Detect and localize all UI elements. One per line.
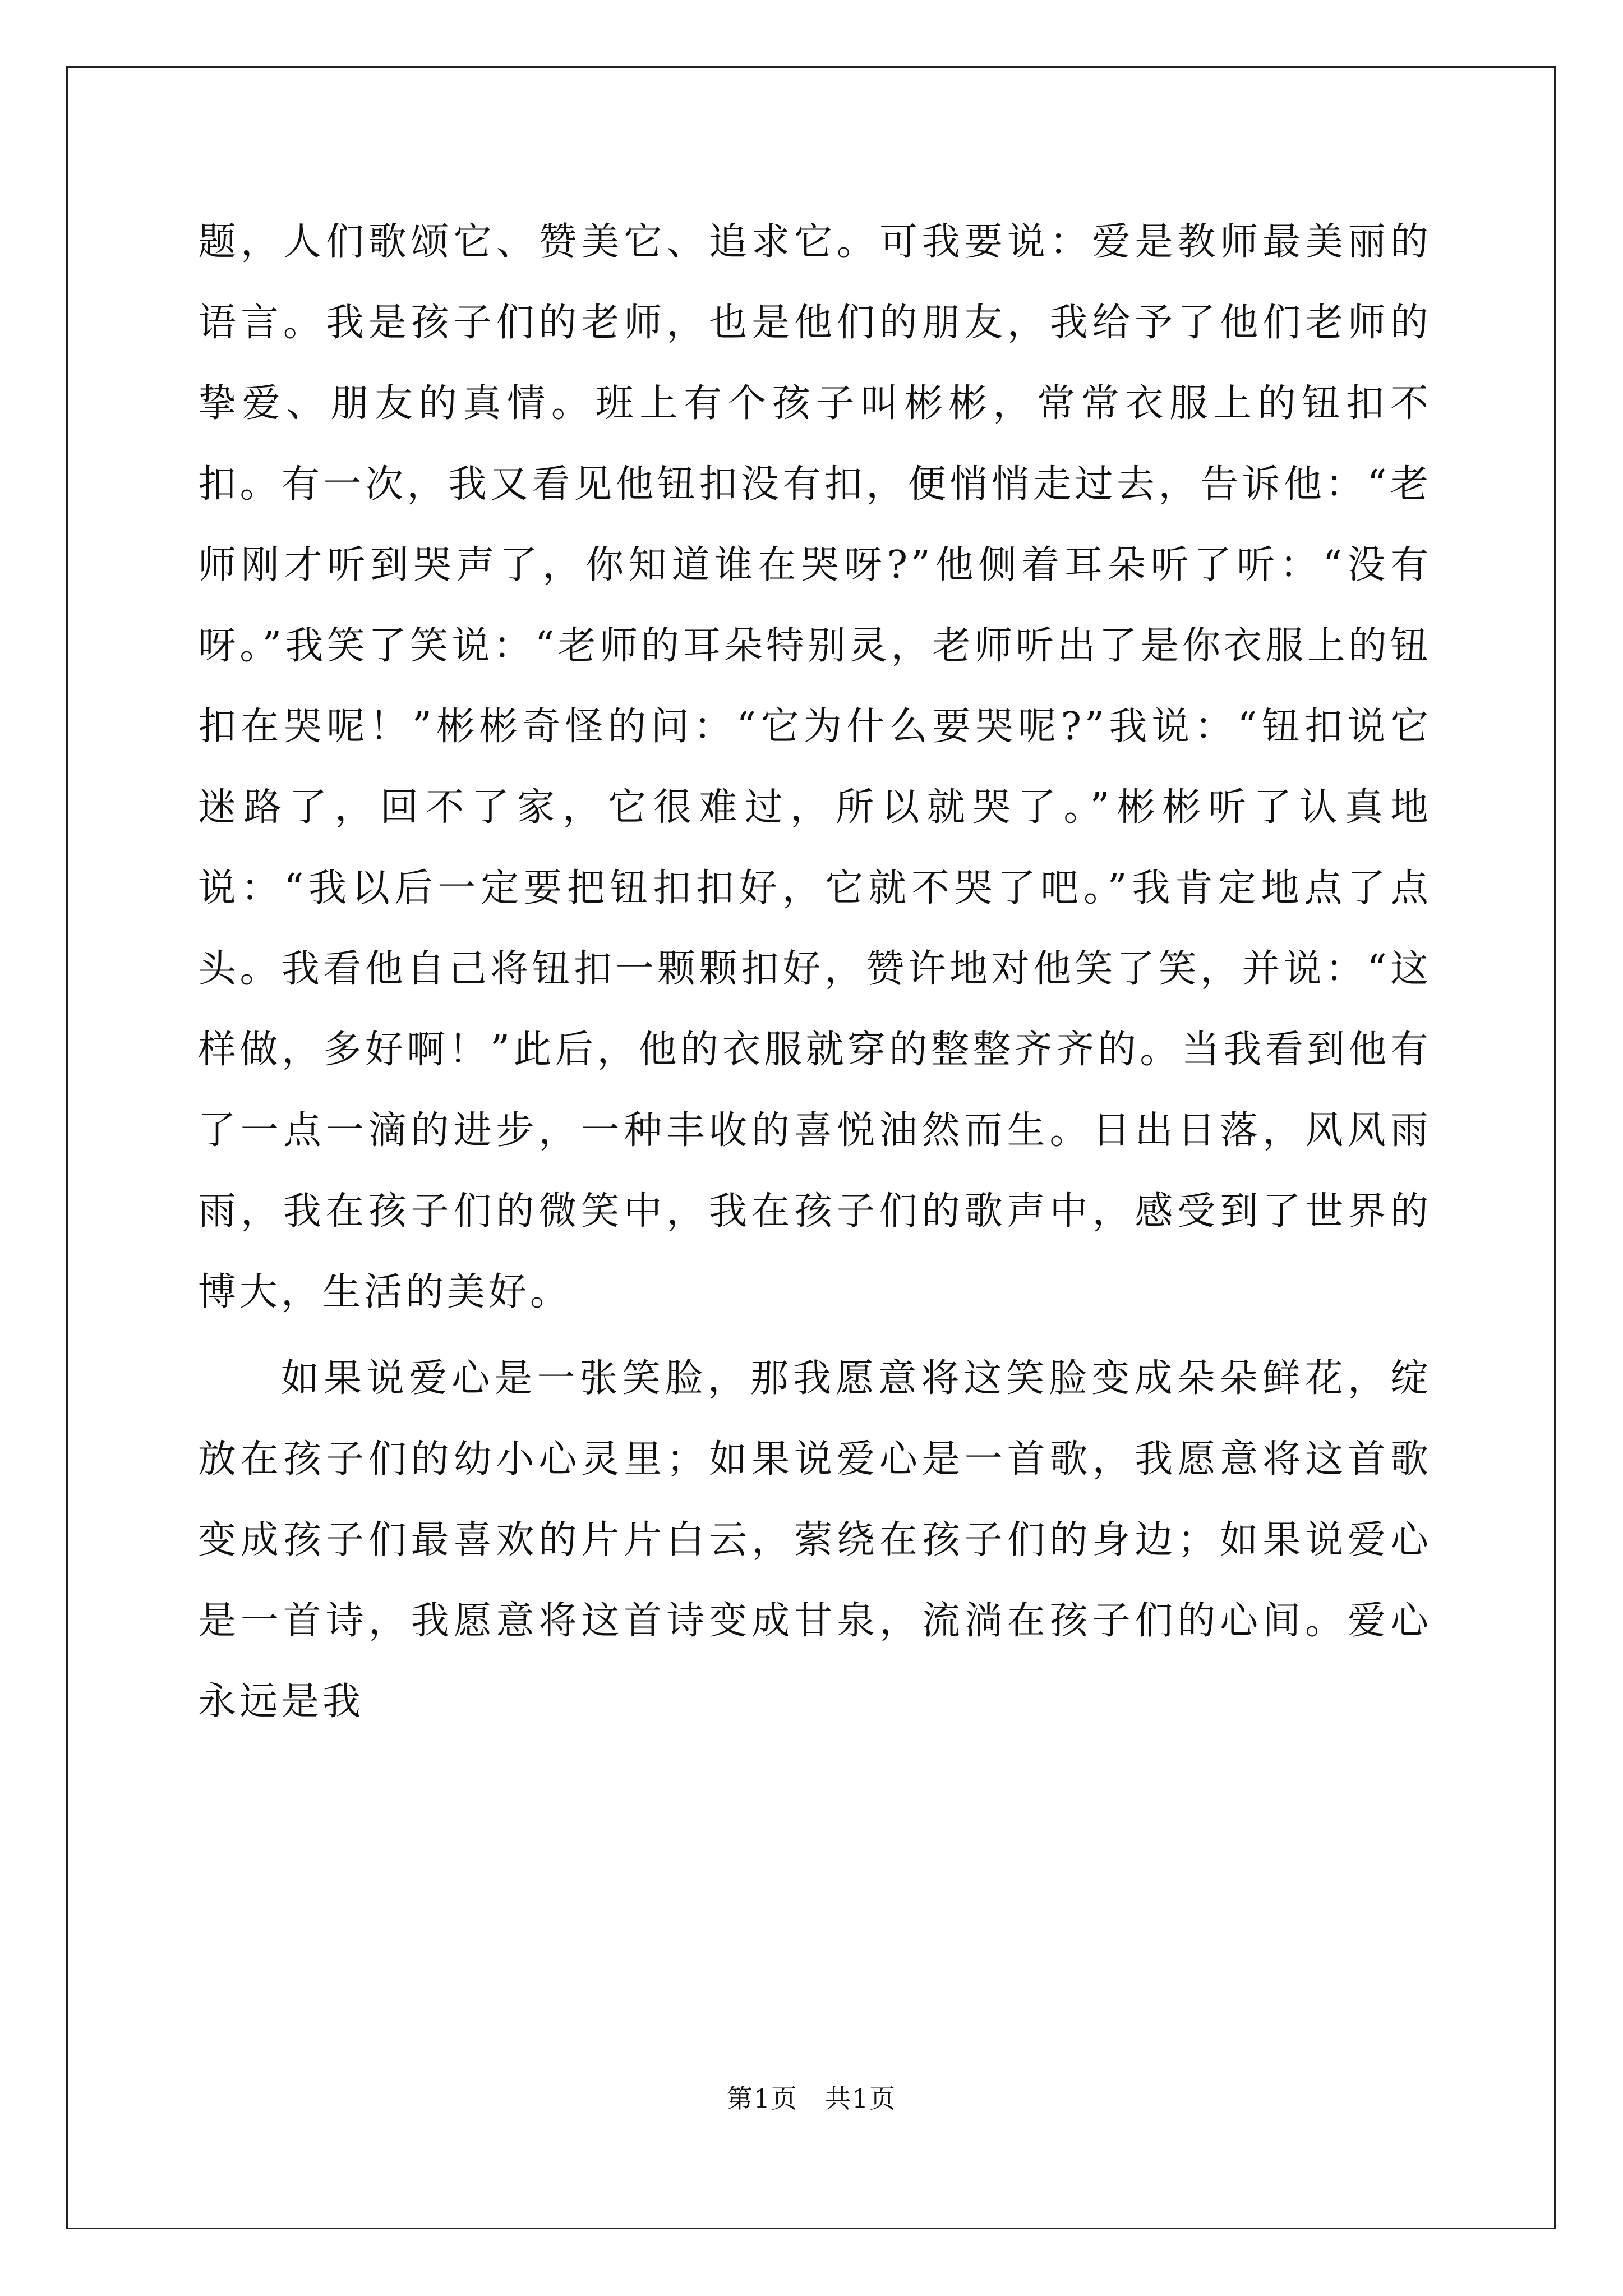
page-footer: 第1页 共1页 [726, 2083, 897, 2114]
paragraph-2: 如果说爱心是一张笑脸，那我愿意将这笑脸变成朵朵鲜花，绽放在孩子们的幼小心灵里；如果说爱心是一首歌，我愿意将这首歌变成孩子们最喜欢的片片白云，萦绕在孩子们的身边；如果说爱心是一首诗，我愿意将这首诗变成甘泉，流淌在孩子们的心间。爱心永远是我 [198, 1356, 1432, 1724]
document-body [198, 202, 1432, 1742]
paragraph-1: 题，人们歌颂它、赞美它、追求它。可我要说：爱是教师最美丽的语言。我是孩子们的老师，也是他们的朋友，我给予了他们老师的挚爱、朋友的真情。班上有个孩子叫彬彬，常常衣服上的钮扣不扣。有一次，我又看见他钮扣没有扣，便悄悄走过去，告诉他：“老师刚才听到哭声了，你知道谁在哭呀?”他侧着耳朵听了听：“没有呀。”我笑了笑说：“老师的耳朵特别灵，老师听出了是你衣服上的钮扣在哭呢！”彬彬奇怪的问：“它为什么要哭呢?”我说：“钮扣说它迷路了，回不了家，它很难过，所以就哭了。”彬彬听了认真地说：“我以后一定要把钮扣扣好，它就不哭了吧。”我肯定地点了点头。我看他自己将钮扣一颗颗扣好，赞许地对他笑了笑，并说：“这样做，多好啊！”此后，他的衣服就穿的整整齐齐的。当我看到他有了一点一滴的进步，一种丰收的喜悦油然而生。日出日落，风风雨雨，我在孩子们的微笑中，我在孩子们的歌声中，感受到了世界的博大，生活的美好。 [198, 220, 1432, 1314]
